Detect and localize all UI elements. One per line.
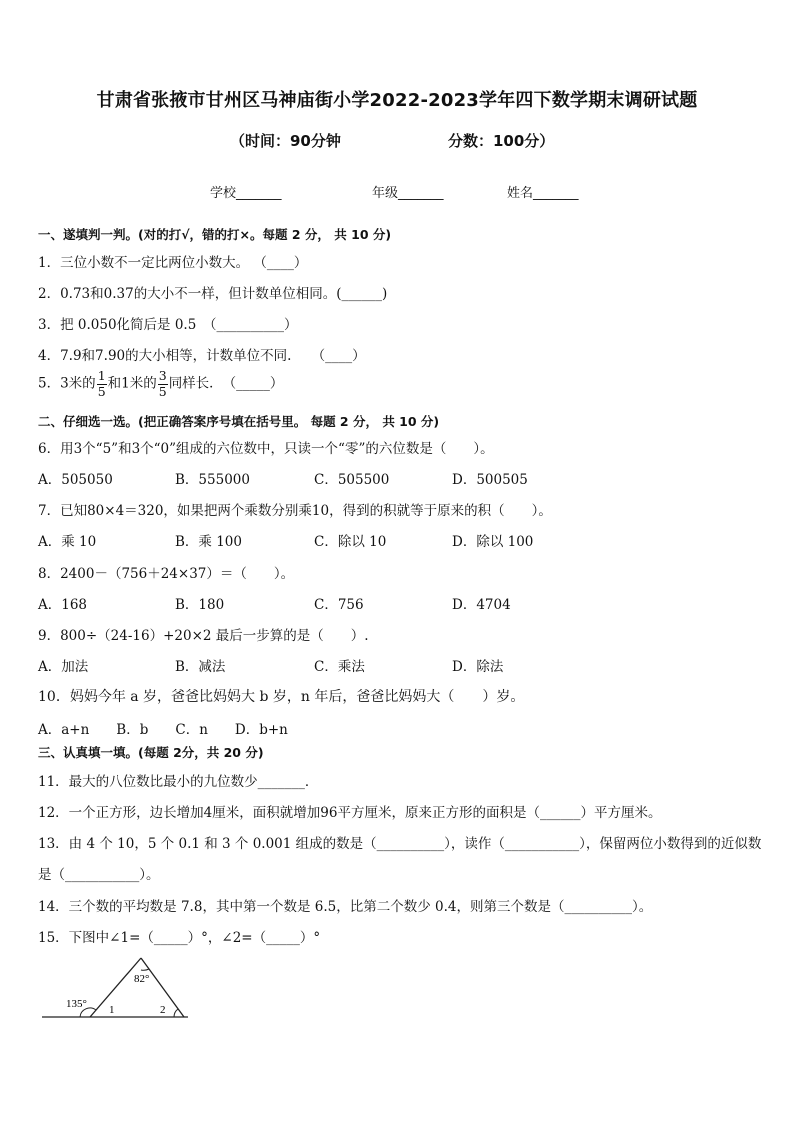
fraction-one-fifth <box>97 370 107 398</box>
q8-option-a: A．168 <box>38 597 88 613</box>
question-5-suffix: 同样长． （_____） <box>168 375 284 392</box>
name-field: 姓名_______ <box>507 186 579 201</box>
q7-option-d: D．除以 100 <box>452 534 534 550</box>
question-5-middle: 和1米的 <box>107 375 157 392</box>
page-title: 甘肃省张掖市甘州区马神庙街小学2022-2023学年四下数学期末调研试题 <box>96 90 698 111</box>
q8-option-d: D．4704 <box>452 597 511 613</box>
q7-option-c: C．除以 10 <box>314 534 387 550</box>
q6-option-d: D．500505 <box>452 472 528 488</box>
question-1: 1．三位小数不一定比两位小数大。 （____） <box>38 255 308 271</box>
question-15: 15．下图中∠1=（_____）°，∠2=（_____）° <box>38 930 321 946</box>
angle-2-arc <box>174 1009 178 1017</box>
question-2: 2．0.73和0.37的大小不一样，但计数单位相同。(______) <box>38 286 388 302</box>
q8-option-b: B．180 <box>175 597 225 613</box>
question-5-prefix: 5．3米的 <box>38 375 96 392</box>
section-2-heading: 二、仔细选一选。(把正确答案序号填在括号里。 每题 2 分， 共 10 分) <box>38 414 440 429</box>
q7-option-a: A．乘 10 <box>38 534 97 550</box>
question-13-cont: 是（___________）。 <box>38 867 160 883</box>
school-field: 学校_______ <box>210 186 282 201</box>
question-4: 4．7.9和7.90的大小相等，计数单位不同. （____） <box>38 348 366 364</box>
question-14: 14．三个数的平均数是 7.8，其中第一个数是 6.5，比第二个数少 0.4，则第三个数是（__________）。 <box>38 899 653 915</box>
fraction-denominator: 5 <box>97 383 106 399</box>
section-1-heading: 一、遂填判一判。(对的打√，错的打×。每题 2 分， 共 10 分) <box>38 227 392 242</box>
fraction-denominator: 5 <box>158 383 167 399</box>
question-6: 6．用3个“5”和3个“0”组成的六位数中，只读一个“零”的六位数是（ ）。 <box>38 441 494 457</box>
q9-option-a: A．加法 <box>38 659 89 675</box>
angle-2-label: 2 <box>160 1004 166 1016</box>
fraction-numerator: 3 <box>158 368 167 383</box>
angle-exterior-label: 135° <box>66 998 87 1010</box>
q7-option-b: B．乘 100 <box>175 534 242 550</box>
triangle-figure <box>38 955 198 1030</box>
q9-option-c: C．乘法 <box>314 659 365 675</box>
grade-field: 年级_______ <box>372 186 444 201</box>
q6-option-c: C．505500 <box>314 472 390 488</box>
fraction-three-fifths <box>158 370 168 398</box>
q6-option-a: A．505050 <box>38 472 113 488</box>
question-13: 13．由 4 个 10，5 个 0.1 和 3 个 0.001 组成的数是（__________），读作（___________），保留两位小数得到的近似数 <box>38 836 762 852</box>
q8-option-c: C．756 <box>314 597 364 613</box>
angle-1-label: 1 <box>109 1004 115 1016</box>
exam-time: （时间：90分钟 <box>230 132 341 150</box>
angle-top-arc <box>141 969 149 970</box>
question-11: 11．最大的八位数比最小的九位数少_______． <box>38 774 319 790</box>
question-9: 9．800÷（24-16）+20×2 最后一步算的是（ ）. <box>38 628 369 644</box>
fraction-numerator: 1 <box>97 368 106 383</box>
q6-option-b: B．555000 <box>175 472 250 488</box>
q10-options: A．a+n B．b C．n D．b+n <box>38 722 288 738</box>
question-5 <box>38 370 283 398</box>
triangle-left-side <box>90 958 141 1017</box>
exam-score: 分数：100分） <box>448 132 555 150</box>
section-3-heading: 三、认真填一填。(每题 2分，共 20 分) <box>38 745 264 760</box>
angle-top-label: 82° <box>134 973 150 985</box>
q9-option-d: D．除法 <box>452 659 504 675</box>
question-8: 8．2400－（756＋24×37）＝（ ）。 <box>38 566 295 582</box>
question-10: 10．妈妈今年 a 岁，爸爸比妈妈大 b 岁，n 年后，爸爸比妈妈大（ ）岁。 <box>38 689 525 705</box>
question-3: 3．把 0.050化简后是 0.5 （__________） <box>38 317 298 333</box>
question-12: 12．一个正方形，边长增加4厘米，面积就增加96平方厘米，原来正方形的面积是（______）平方厘米。 <box>38 805 662 821</box>
q9-option-b: B．减法 <box>175 659 226 675</box>
question-7: 7．已知80×4＝320，如果把两个乘数分别乘10，得到的积就等于原来的积（ ）。 <box>38 503 552 519</box>
